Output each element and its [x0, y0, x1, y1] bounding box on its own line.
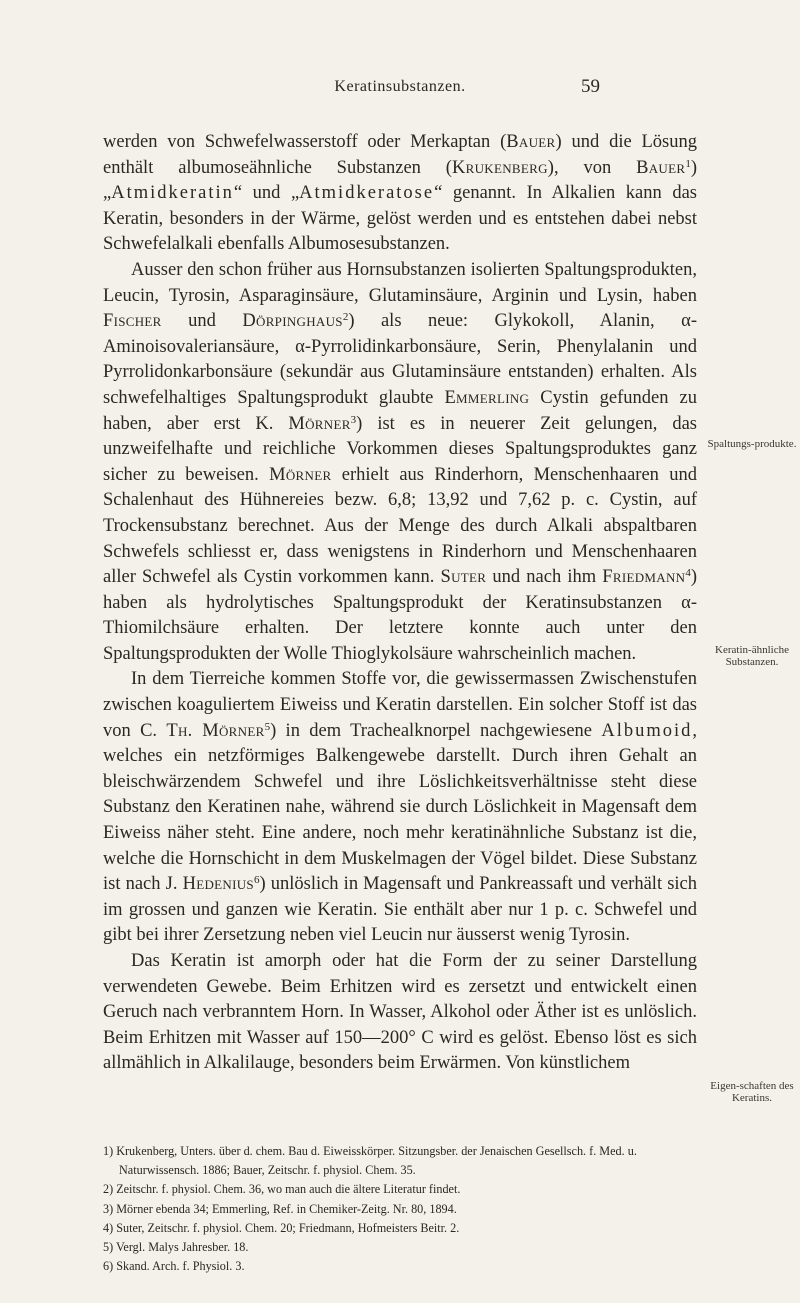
paragraph: In dem Tierreiche kommen Stoffe vor, die gewissermassen Zwischenstufen zwischen koaguliertem Eiweiss und Keratin darstellen. Ein solcher Stoff ist das von C. Th. Mörner$^5$) in dem Trachealknorpel nachgewiesene Albumoid, welches ein netzförmiges Balkengewebe darstellt. Durch ihren Gehalt an bleischwärzendem Schwefel und ihre Löslichkeitsverhältnisse steht diese Substanz den Keratinen nahe, während sie durch Löslichkeit in Magensaft dem Eiweiss näher steht. Eine andere, noch mehr keratinähnliche Substanz ist die, welche die Hornschicht in dem Muskelmagen der Vögel bildet. Diese Substanz ist nach J. Hedenius$^6$) unlöslich in Magensaft und Pankreassaft und verhält sich im grossen und ganzen wie Keratin. Sie enthält aber nur 1 p. c. Schwefel und gibt bei ihrer Zersetzung neben viel Leucin nur äusserst wenig Tyrosin. [103, 669, 697, 946]
running-title: Keratinsubstanzen. [334, 78, 466, 95]
footnote: 5) Vergl. Malys Jahresber. 18. [103, 1240, 249, 1255]
footnote: 4) Suter, Zeitschr. f. physiol. Chem. 20; Friedmann, Hofmeisters Beitr. 2. [103, 1220, 460, 1235]
page-header [0, 78, 800, 102]
footnote: 6) Skand. Arch. f. Physiol. 3. [103, 1259, 245, 1274]
page-number: 59 [581, 76, 600, 97]
main-text [103, 130, 697, 1077]
footnotes [103, 1142, 697, 1276]
footnote: 3) Mörner ebenda 34; Emmerling, Ref. in Chemiker-Zeitg. Nr. 80, 1894. [103, 1201, 457, 1216]
margin-note: Keratin-ähnliche Substanzen. [715, 644, 789, 668]
footnote: 2) Zeitschr. f. physiol. Chem. 36, wo man auch die ältere Literatur findet. [103, 1182, 461, 1197]
margin-note: Eigen-schaften des Keratins. [710, 1080, 794, 1104]
paragraph: Das Keratin ist amorph oder hat die Form der zu seiner Darstellung verwendeten Gewebe. Beim Erhitzen wird es zersetzt und entwickelt einen Geruch nach verbranntem Horn. In Wasser, Alkohol oder Äther ist es unlöslich. Beim Erhitzen mit Wasser auf 150—200° C wird es gelöst. Ebenso löst es sich allmählich in Alkalilauge, besonders beim Erwärmen. Von künstlichem [103, 951, 697, 1074]
paragraph: Ausser den schon früher aus Hornsubstanzen isolierten Spaltungsprodukten, Leucin, Tyrosin, Asparaginsäure, Glutaminsäure, Arginin und Lysin, haben Fischer und Dörpinghaus$^2$) als neue: Glykokoll, Alanin, α-Aminoisovaleriansäure, α-Pyrrolidinkarbonsäure, Serin, Phenylalanin und Pyrrolidonkarbonsäure (sekundär aus Glutaminsäure entstanden) erhalten. Als schwefelhaltiges Spaltungsprodukt glaubte Emmerling Cystin gefunden zu haben, aber erst K. Mörner$^3$) ist es in neuerer Zeit gelungen, das unzweifelhafte und reichliche Vorkommen dieses Spaltungsproduktes ganz sicher zu beweisen. Mörner erhielt aus Rinderhorn, Menschenhaaren und Schalenhaut des Hühnereies bezw. 6,8; 13,92 und 7,62 p. c. Cystin, auf Trockensubstanz berechnet. Aus der Menge des durch Alkali abspaltbaren Schwefels schliesst er, dass wenigstens in Rinderhorn und Menschenhaaren aller Schwefel als Cystin vorkommen kann. Suter und nach ihm Friedmann$^4$) haben als hydrolytisches Spaltungsprodukt der Keratinsubstanzen α-Thiomilchsäure erhalten. Der letztere konnte auch unter den Spaltungsprodukten der Wolle Thioglykolsäure wahrscheinlich machen. [103, 259, 698, 664]
paragraph: werden von Schwefelwasserstoff oder Merkaptan (Bauer) und die Lösung enthält albumoseähnliche Substanzen (Krukenberg), von Bauer$^1$) „Atmidkeratin“ und „Atmidkeratose“ genannt. In Alkalien kann das Keratin, besonders in der Wärme, gelöst werden und es entstehen dabei nebst Schwefelalkali ebenfalls Albumosesubstanzen. [103, 132, 697, 255]
footnote: 1) Krukenberg, Unters. über d. chem. Bau d. Eiweisskörper. Sitzungsber. der Jenaischen Gesellsch. f. Med. u. Naturwissensch. 1886; Bauer, Zeitschr. f. physiol. Chem. 35. [103, 1144, 637, 1178]
margin-note: Spaltungs-produkte. [707, 438, 797, 450]
